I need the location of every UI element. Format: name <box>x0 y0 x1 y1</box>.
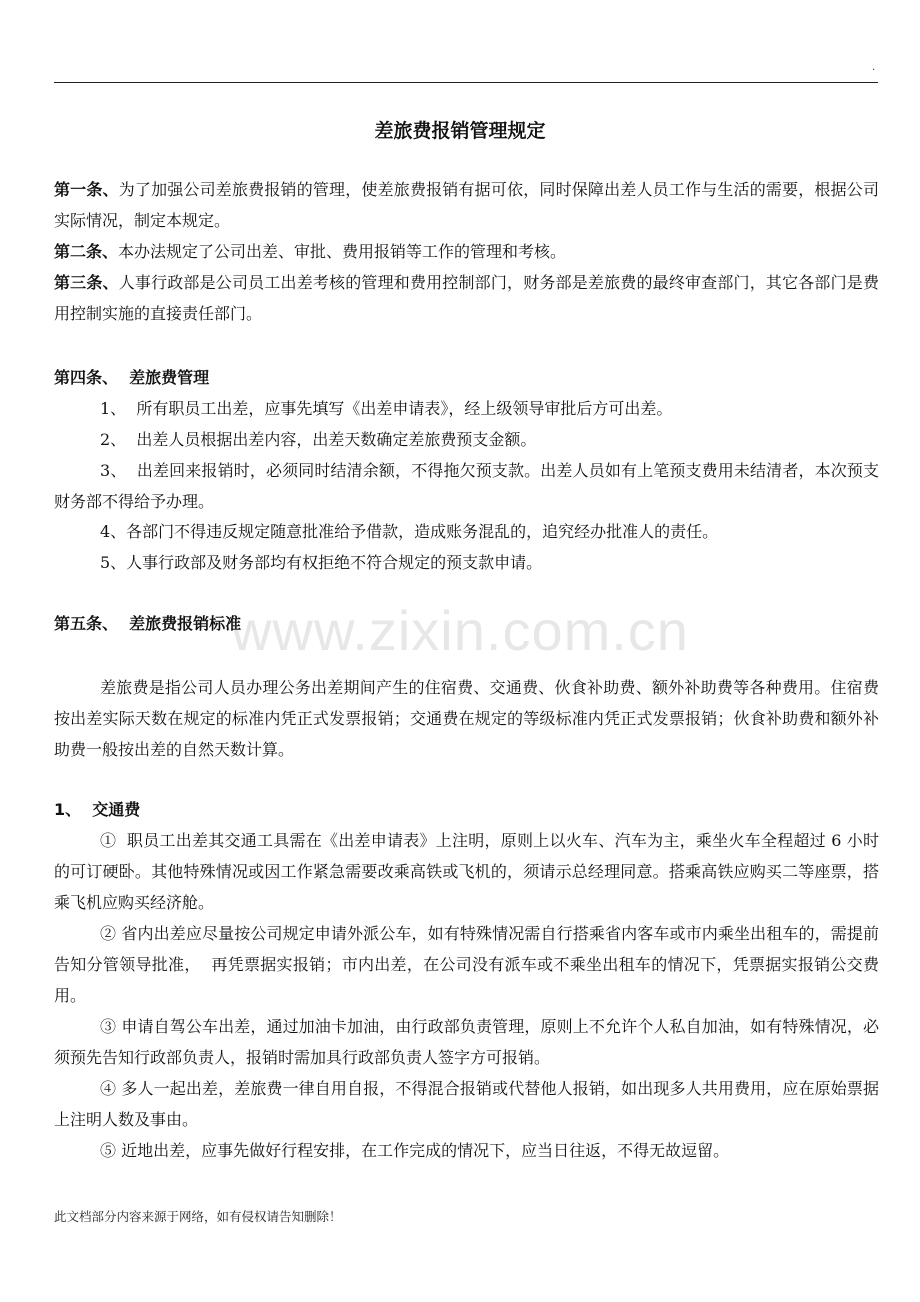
article-3-label: 第三条、 <box>54 273 119 292</box>
article-4-heading: 第四条、 差旅费管理 <box>54 368 210 387</box>
article-3 <box>54 267 879 329</box>
article-5-intro: 差旅费是指公司人员办理公务出差期间产生的住宿费、交通费、伙食补助费、额外补助费等各种费用。住宿费按出差实际天数在规定的标准内凭正式发票报销；交通费在规定的等级标准内凭正式发票报销；伙食补助费和额外补助费一般按出差的自然天数计算。 <box>54 678 879 759</box>
article-5-heading: 第五条、 差旅费报销标准 <box>54 614 242 633</box>
header-dot: . <box>872 62 876 73</box>
footer-note: 此文档部分内容来源于网络，如有侵权请告知删除！ <box>54 1209 342 1224</box>
article-2 <box>54 236 879 267</box>
article-4-item-4: 4、各部门不得违反规定随意批准给予借款，造成账务混乱的，追究经办批准人的责任。 <box>100 522 719 541</box>
article-4-item-2: 2、 出差人员根据出差内容，出差天数确定差旅费预支金额。 <box>100 430 537 449</box>
article-4-item-3: 3、 出差回来报销时，必须同时结清余额，不得拖欠预支款。出差人员如有上笔预支费用未结清者，本次预支财务部不得给予办理。 <box>54 461 879 511</box>
article-2-label: 第二条、 <box>54 242 119 261</box>
section-1-item-2: ② 省内出差应尽量按公司规定申请外派公车，如有特殊情况需自行搭乘省内客车或市内乘坐出租车的，需提前告知分管领导批准， 再凭票据实报销；市内出差，在公司没有派车或不乘坐出租车的情况下，凭票据实报销公交费用。 <box>54 924 879 1005</box>
section-1-item-1: ① 职员工出差其交通工具需在《出差申请表》上注明，原则上以火车、汽车为主，乘坐火车全程超过 6 小时的可订硬卧。其他特殊情况或因工作紧急需要改乘高铁或飞机的，须请示总经理同意。搭乘高铁应购买二等座票，搭乘飞机应购买经济舱。 <box>54 831 879 912</box>
section-1-heading: 1、 交通费 <box>54 800 141 819</box>
article-4-item-1: 1、 所有职员工出差，应事先填写《出差申请表》，经上级领导审批后方可出差。 <box>100 399 673 418</box>
watermark: www.zixin.com.cn <box>231 599 689 662</box>
article-1-text: 为了加强公司差旅费报销的管理，使差旅费报销有据可依，同时保障出差人员工作与生活的需要，根据公司实际情况，制定本规定。 <box>54 180 879 230</box>
article-2-text: 本办法规定了公司出差、审批、费用报销等工作的管理和考核。 <box>118 242 567 261</box>
header-rule <box>54 82 878 83</box>
section-1-item-3: ③ 申请自驾公车出差，通过加油卡加油，由行政部负责管理，原则上不允许个人私自加油，如有特殊情况，必须预先告知行政部负责人，报销时需加具行政部负责人签字方可报销。 <box>54 1017 879 1067</box>
article-3-text: 人事行政部是公司员工出差考核的管理和费用控制部门，财务部是差旅费的最终审查部门，其它各部门是费用控制实施的直接责任部门。 <box>54 273 879 323</box>
article-1-label: 第一条、 <box>54 180 119 199</box>
section-1-item-5: ⑤ 近地出差，应事先做好行程安排，在工作完成的情况下，应当日往返，不得无故逗留。 <box>100 1141 730 1160</box>
article-4-item-5: 5、人事行政部及财务部均有权拒绝不符合规定的预支款申请。 <box>100 553 543 572</box>
document-title: 差旅费报销管理规定 <box>374 120 546 142</box>
article-1 <box>54 174 879 236</box>
section-1-item-4: ④ 多人一起出差，差旅费一律自用自报，不得混合报销或代替他人报销，如出现多人共用费用，应在原始票据上注明人数及事由。 <box>54 1079 879 1129</box>
